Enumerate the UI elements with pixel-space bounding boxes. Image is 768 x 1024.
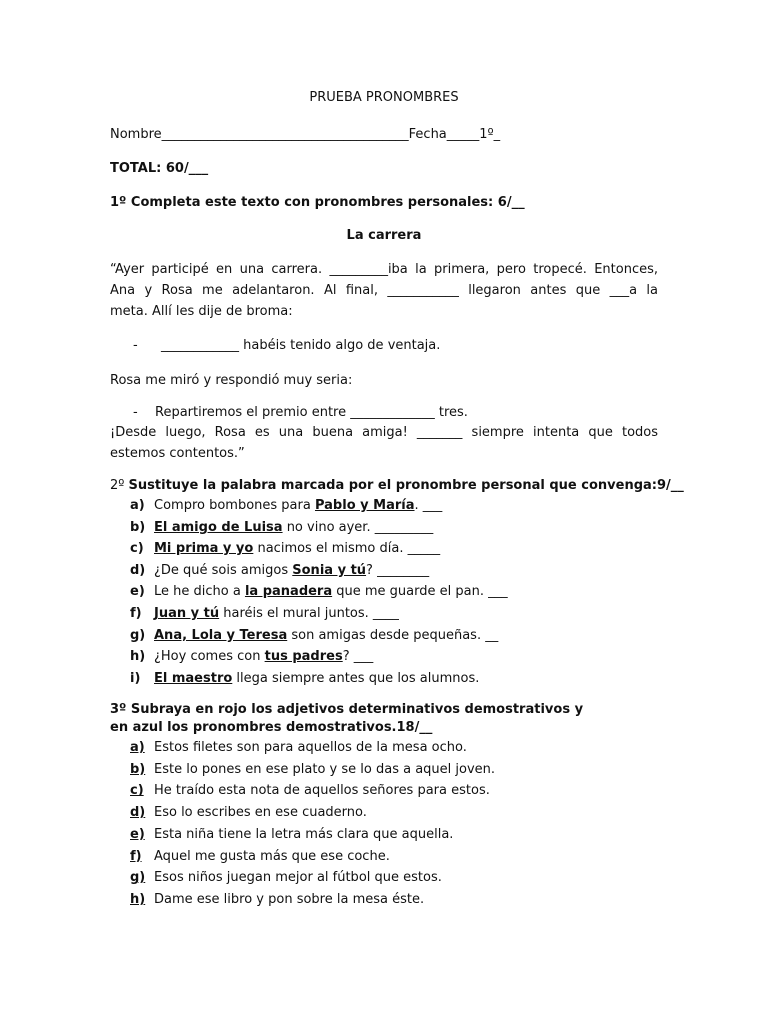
section2-heading-text: Sustituye la palabra marcada por el pronombre personal que convenga:9/__: [128, 478, 684, 493]
exercise-item: [130, 497, 442, 515]
item-text: Esta niña tiene la letra más clara que aquella.: [154, 826, 454, 842]
exercise-item: [130, 804, 367, 822]
section1-heading: 1º Completa este texto con pronombres personales: 6/__: [110, 195, 525, 210]
item-text: Dame ese libro y pon sobre la mesa éste.: [154, 891, 425, 907]
exercise-item: [130, 782, 490, 800]
story-paragraph-3-line-1: ¡Desde luego, Rosa es una buena amiga! _______ siempre intenta que todos: [110, 425, 658, 440]
marked-phrase: tus padres: [264, 649, 343, 665]
total-score: TOTAL: 60/___: [110, 161, 209, 176]
item-label: a): [130, 740, 145, 755]
item-text-after: que me guarde el pan. ___: [332, 584, 508, 600]
exercise-item: [130, 739, 467, 757]
exercise-item: [130, 826, 453, 844]
story-paragraph-line-3: meta. Allí les dije de broma:: [110, 304, 293, 319]
item-text: Aquel me gusta más que ese coche.: [154, 848, 390, 864]
item-text-before: ¿Hoy comes con: [154, 649, 265, 665]
exercise-item: [130, 562, 429, 580]
exercise-item: [130, 540, 440, 558]
story-paragraph-line-1: “Ayer participé en una carrera. _________iba la primera, pero tropecé. Entonces,: [110, 262, 658, 277]
item-text-before: Compro bombones para: [154, 498, 315, 513]
page-title: PRUEBA PRONOMBRES: [309, 90, 459, 105]
item-text: Eso lo escribes en ese cuaderno.: [154, 805, 367, 821]
item-text-after: haréis el mural juntos. ____: [219, 606, 399, 621]
exercise-item: [130, 627, 498, 645]
section3-heading-line-1: 3º Subraya en rojo los adjetivos determinativos demostrativos y: [110, 702, 584, 717]
section2-heading: [110, 477, 684, 495]
section2-number: 2º: [110, 478, 125, 493]
story-title: La carrera: [346, 228, 422, 243]
item-text-before: Le he dicho a: [154, 584, 245, 600]
marked-phrase: El amigo de Luisa: [154, 519, 283, 535]
item-text-after: no vino ayer. _________: [282, 519, 434, 535]
item-label: h): [130, 891, 146, 907]
item-label: e): [130, 826, 145, 842]
marked-phrase: Pablo y María: [314, 498, 415, 513]
dialog-line-1: [133, 337, 440, 355]
marked-phrase: Ana, Lola y Teresa: [154, 627, 288, 643]
exercise-item: [130, 869, 442, 887]
marked-phrase: Juan y tú: [154, 606, 220, 621]
item-text-after: ? ________: [366, 562, 430, 578]
marked-phrase: la panadera: [244, 584, 333, 600]
item-text-after: nacimos el mismo día. _____: [253, 541, 441, 557]
item-label: i): [130, 670, 141, 686]
story-paragraph-3-line-2: estemos contentos.”: [110, 446, 245, 461]
exercise-item: [130, 891, 424, 909]
dialog-text: ____________ habéis tenido algo de ventaja.: [161, 338, 441, 353]
marked-phrase: Sonia y tú: [292, 562, 367, 578]
item-label: c): [130, 541, 144, 557]
exercise-item: [130, 670, 479, 688]
story-paragraph-line-2: Ana y Rosa me adelantaron. Al final, ___________ llegaron antes que ___a la: [110, 283, 658, 298]
item-text: Esos niños juegan mejor al fútbol que estos.: [154, 870, 442, 886]
item-text-after: ? ___: [342, 649, 374, 665]
exercise-item: [130, 648, 373, 666]
item-text: Este lo pones en ese plato y se lo das a aquel joven.: [154, 761, 496, 777]
item-label: e): [130, 584, 145, 600]
item-label: b): [130, 761, 146, 777]
item-text-after: . ___: [414, 498, 443, 513]
item-text: He traído esta nota de aquellos señores para estos.: [154, 783, 490, 799]
item-label: f): [130, 848, 142, 864]
item-label: a): [130, 498, 145, 513]
name-date-line: Nombre______________________________________Fecha_____1º_: [110, 127, 501, 142]
exercise-item: [130, 605, 399, 623]
story-paragraph-2: Rosa me miró y respondió muy seria:: [110, 373, 353, 388]
exercise-item: [130, 519, 433, 537]
item-label: d): [130, 805, 146, 821]
item-text-before: ¿De qué sois amigos: [154, 562, 293, 578]
exercise-item: [130, 848, 390, 866]
item-label: b): [130, 519, 146, 535]
dialog-line-2: [133, 404, 468, 422]
item-text-after: llega siempre antes que los alumnos.: [232, 670, 480, 686]
item-text-after: son amigas desde pequeñas. __: [287, 627, 499, 643]
item-label: d): [130, 562, 146, 578]
dialog-text: Repartiremos el premio entre _____________ tres.: [155, 405, 468, 420]
marked-phrase: El maestro: [154, 670, 233, 686]
item-label: f): [130, 606, 142, 621]
exercise-item: [130, 583, 508, 601]
marked-phrase: Mi prima y yo: [154, 541, 254, 557]
item-label: g): [130, 627, 146, 643]
item-text: Estos filetes son para aquellos de la mesa ocho.: [154, 740, 467, 755]
exercise-item: [130, 761, 495, 779]
item-label: h): [130, 649, 146, 665]
item-label: c): [130, 783, 144, 799]
dialog-dash: -: [133, 338, 138, 353]
item-label: g): [130, 870, 146, 886]
dialog-dash: -: [133, 405, 138, 420]
section3-heading-line-2: en azul los pronombres demostrativos.18/__: [110, 720, 433, 735]
